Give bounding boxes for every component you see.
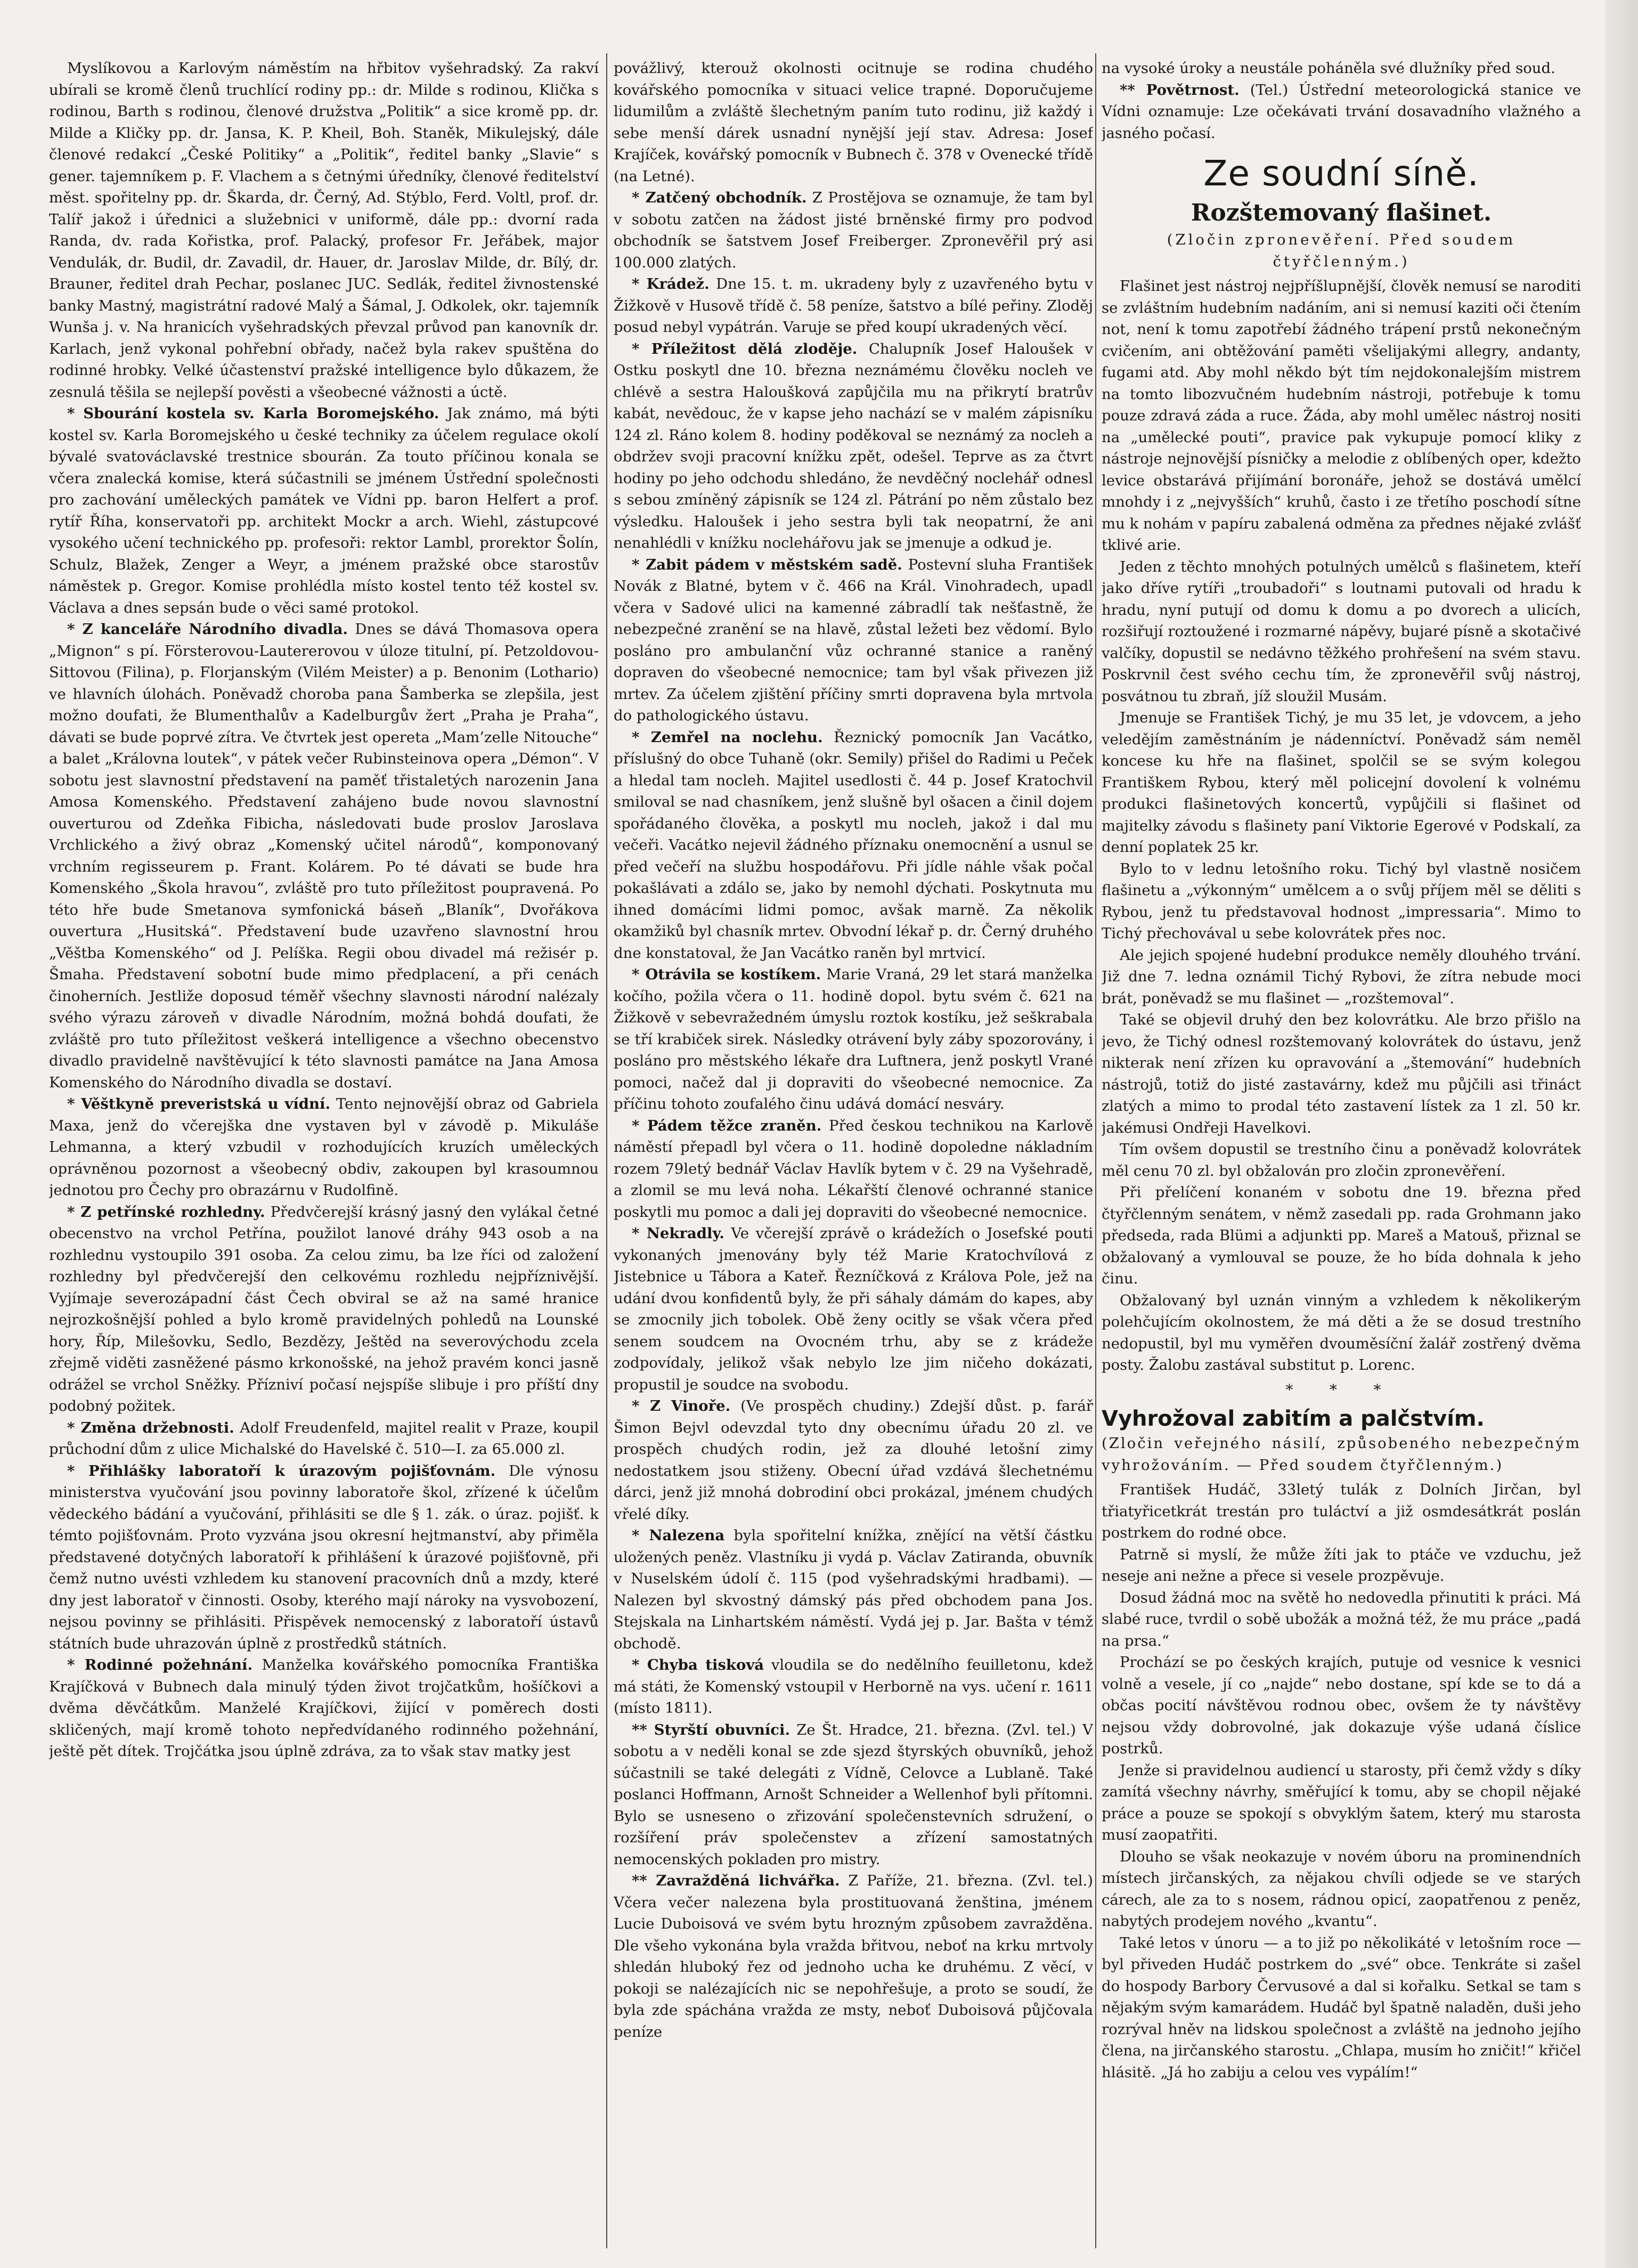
rubric-heading: ** Povětrnost. [1120,81,1240,99]
rubric-heading: * Nekradly. [632,1225,724,1242]
rubric-heading: * Zatčený obchodník. [632,189,807,206]
article-title: Rozštemovaný flašinet. [1191,199,1492,226]
article-text: Flašinet jest nástroj nejpříšlupnější, člověk nemusí se naroditi se zvláštním hudebním nadáním, ani si nemusí kaziti oči čtením not, není k tomu zapotřebí žádného trápení prstů nekonečným cvičením, ani obtěžování paměti všelijakými allegry, andanty, fugami atd. Aby mohl někdo být tím nejdokonalejším mistrem na tomto libozvučném hudebním nástroji, potřebuje k tomu pouze zdravá záda a ruce. Žáda, aby mohl umělec nástroj nositi na „umělecké pouti“, pravice pak vykupuje pomocí kliky z nástroje nejnovější písničky a melodie z oblíbených oper, kdežto levice obstarává přijímání boronáře, jehož se dostává umělcí mnohdy i z „nejvyšších“ kruhů, často i ze třetího poschodí sítne mu k nohám v papíru zabalená odměna za přednes nějaké zvlášť tklivé arie. [1102,278,1581,554]
article-kradez [614,273,1093,338]
rubric-heading: * Změna držebnosti. [67,1419,234,1436]
article-otravila [614,964,1093,1115]
article-nalezena [614,1525,1093,1654]
article-text: Bylo to v lednu letošního roku. Tichý byl vlastně nosičem flašinetu a „výkonným“ umělcem a o svůj příjem měl se děliti s Rybou, jenž tu představoval hodnost „impressaria“. Mimo to Tichý přechovával u sebe kolovrátek přes noc. [1102,860,1581,942]
column-right [1102,58,1581,2247]
article-text: Marie Vraná, 29 let stará manželka kočího, požila včera o 11. hodině dopol. bytu svém č. 621 na Žižkově v sebevražedném úmyslu roztok kostíku, jež seškrabala se tří krabiček sirek. Následky otrávení byly záby spozorovány, i posláno pro městského lékaře dra Luftnera, jenž poskytl Vrané pomoci, načež dal ji dopraviti do všeobecné nemocnice. Za příčinu tohoto zoufalého činu udává domácí nesváry. [614,966,1093,1112]
article-continuation: na vysoké úroky a neustále poháněla své dlužníky před soud. [1102,60,1555,77]
article-text: Dosud žádná moc na světě ho nedovedla přinutiti k práci. Má slabé ruce, tvrdil o sobě ubožák a možná též, že mu práce „padá na prsa.“ [1102,1589,1581,1649]
article-text: Dne 15. t. m. ukradeny byly z uzavřeného bytu v Žižkově v Husově třídě č. 58 peníze, šatstvo a bílé peřiny. Zloděj posud nebyl vypátrán. Varuje se před koupí ukradených věcí. [614,275,1093,336]
article-text: Tím ovšem dopustil se trestního činu a poněvadž kolovrátek měl cenu 70 zl. byl obžalován pro zločin zpronevěření. [1102,1141,1581,1180]
article-text: Dle výnosu ministerstva vyučování jsou povinny laboratoře škol, zřízené k účelům vědeckého bádání a vyučování, přihlásiti se dle § 1. zák. o úraz. pojišť. k témto pojišťovnám. Proto vyzvána jsou okresní hejtmanství, aby přiměla představené dotyčných laboratoří k přihlášení k úrazové pojišťovně, při čemž nutno uvésti vzhledem ku stanovení pracovních dnů a mzdy, které dny jest laboratoř v činnosti. Osoby, kterého mají nároky na vysvobození, nejsou povinny se přihlásiti. Přispěvek nemocenský z laboratoří ústavů státních bude uhrazován úplně z prostředků státních. [49,1462,599,1652]
rubric-heading: ** Styrští obuvníci. [632,1721,791,1738]
rubric-heading: * Z petřínské rozhledny. [67,1203,265,1221]
article-subtitle: (Zločin zpronevěření. Před soudem čtyřčlenným.) [1167,231,1516,270]
rubric-heading: * Pádem těžce zraněn. [632,1117,822,1134]
article-text: Také letos v únoru — a to již po několikáté v letošním roce — byl přiveden Hudáč postrkem do „své“ obce. Tenkráte si zašel do hospody Barbory Červusové a dal si kořalku. Setkal se tam s nějakým svým kamarádem. Hudáč byl špatně naladěn, duši jeho rozrýval hněv na lidskou společnost a zvláště na jednoho jejího člena, na jirčanského starostu. „Chlapa, musím ho zničit!“ křičel hlásitě. „Já ho zabiju a celou ves vypálím!“ [1102,1934,1581,2081]
column-rule [1095,53,1096,2248]
rubric-heading: ** Zavražděná lichvářka. [632,1872,840,1889]
article-text: Prochází se po českých krajích, putuje od vesnice k vesnici volně a vesele, jí co „najde“ nebo dostane, spí kde se to dá a občas pocití návštěvou rodnou obec, ovšem že ty návštěvy nejsou vždy dobrovolné, jak dokazuje výše udaná číslice postrků. [1102,1654,1581,1757]
column-left [49,58,599,2247]
article-text: Chalupník Josef Haloušek v Ostku poskytl dne 10. března neznámému člověku nocleh ve chlévě a sestra Haloušková zapůjčila mu na přikrytí bratrův kabát, nevědouc, že v kapse jeho nachází se v malém zápisníku 124 zl. Ráno kolem 8. hodiny poděkoval se neznámý za nocleh a obdržev svoji pracovní knížku zpět, odešel. Teprve as za čtvrt hodiny po jeho odchodu shledáno, že nevděčný noclehář odnesl s sebou zmíněný zápisník se 124 zl. Pátrání po něm zůstalo bez výsledku. Haloušek i jeho sestra byli tak neopatrní, že ani nenahlédli v knížku noclehářovu jak se jmenuje a odkud je. [614,340,1093,551]
article-text: (Tel.) Ústřední meteorologická stanice ve Vídni oznamuje: Lze očekávati trvání dosavadního vlažného a jasného počasí. [1102,81,1581,142]
article-text: Jak známo, má býti kostel sv. Karla Boromejského u české techniky za účelem regulace okolí bývalé svatováclavské trestnice sbourán. Za touto příčinou konala se včera znalecká komise, která súčastnili se jménem Ústřední společnosti pro zachování uměleckých památek ve Vídni pp. baron Helfert a prof. rytíř Říha, konservatoři pp. architekt Mockr a arch. Wiehl, zástupcové vysokého učení technického pp. profesoři: rektor Lambl, prorektor Šolín, Schulz, Blažek, Zenger a Weyr, a jménem pražské obce starostův náměstek p. Gregor. Komise prohlédla místo kostel tento též kostel sv. Václava a dnes sepsán bude o věci samé protokol. [49,405,599,616]
article-text: Postevní sluha František Novák z Blatné, bytem v č. 466 na Král. Vinohradech, upadl včera v Sadové ulici na kamenné zábradlí tak nešťastně, že nebezpečné zranění se na hlavě, zůstal ležeti bez vědomí. Bylo posláno pro ambulanční vůz ochranné stanice a raněný dopraven do všeobecné nemocnice; tam byl však přivezen již mrtev. Za účelem zjištění příčiny smrti dopravena byla mrtvola do pathologického ústavu. [614,556,1093,724]
article-text: Adolf Freudenfeld, majitel realit v Praze, koupil průchodní dům z ulice Michalské do Havelské č. 510—I. za 65.000 zl. [49,1419,599,1458]
rubric-heading: * Sbourání kostela sv. Karla Boromejského. [67,405,439,422]
section-title: Ze soudní síně. [1203,153,1479,194]
article-padem-zranen [614,1115,1093,1223]
article-text: Patrně si myslí, že může žíti jak to ptáče ve vzduchu, jež neseje ani nežne a přece si vesele prozpěvuje. [1102,1546,1581,1584]
article-zabit-padem [614,554,1093,727]
article-title: Vyhrožoval zabitím a palčstvím. [1102,1407,1485,1431]
article-drzebnost [49,1417,599,1460]
article-vestkyne [49,1093,599,1201]
article-povetrnost [1102,79,1581,144]
rubric-heading: * Chyba tisková [632,1656,764,1673]
article-text: Předvčerejší krásný jasný den vylákal četné obecenstvo na vrchol Petřína, použilot lanové dráhy 943 osob a na rozhlednu vystoupilo 391 osoba. Za celou zimu, ba lze říci od založení rozhledny byl předvčerejší den celkovému rozhledu nejpříznivější. Vyjímaje severozápadní část Čech obviral se až na samé hranice nejrozkošnější pohled a bylo kromě pravidelných pohledů na Lounské hory, Říp, Milešovku, Sedlo, Bezdězy, Ještěd na severovýchodu zcela zřejmě viděti zasněžené pásmo krkonošské, na jehož pravém konci jasně odrážel se vrchol Sněžky. Přízniví počasí nejspíše slibuje i pro příští dny podobný požitek. [49,1203,599,1415]
article-continuation: povážlivý, kterouž okolnosti ocitnuje se rodina chudého kovářského pomocníka v situaci velice trapné. Doporučujeme lidumilům a zvláště šlechetným paním tuto rodinu, již každý i sebe menší dárek usnadní nynější její stav. Adresa: Josef Krajíček, kovářský pomocník v Bubnech č. 378 v Ovenecké třídě (na Letné). [614,60,1093,185]
article-text: Ve včerejší zprávě o krádežích o Josefské pouti vykonaných jmenovány byly též Marie Kratochvílová z Jistebnice u Tábora a Kateř. Řezníčková z Králova Pole, jež na udání dvou konfidentů byly, že při sáhaly dámám do kapes, aby se zmocnily jich tobolek. Obě ženy ocitly se však včera před senem soudcem na Ovocném trhu, aby se z krádeže zodpovídaly, jelikož však nebylo lze jim ničeho dokázati, propustil je soudce na svobodu. [614,1225,1093,1393]
rubric-heading: * Věštkyně preveristská u vídní. [67,1095,331,1112]
column-middle [614,58,1093,2247]
article-text: vloudila se do nedělního feuilletonu, kdež má státi, že Komenský vstoupil v Herborně na vys. učení r. 1611 (místo 1811). [614,1656,1093,1717]
article-text: Dlouho se však neokazuje v novém úboru na prominendních místech jirčanských, za nějakou chvíli odjede se ve starých cárech, ale za to s nosem, rádnou opicí, zaopatřenou z peněz, nabytých prodejem nového „kvantu“. [1102,1848,1581,1930]
article-text: Jeden z těchto mnohých potulných umělců s flašinetem, kteří jako dříve rytíři „troubadoři“ s loutnami putovali od hradu k hradu, nyní putují od domu k domu a po dvorech a ulicích, rozšiřují roztoužené i rozmarné nápěvy, bujaré písně a skotačivé valčíky, dopustil se nedávno těžkého prohřešení na svém stavu. Poskrvnil čest svého cechu tím, že zpronevěřil svůj nástroj, posvátnou tu zbraň, jíž sloužil Musám. [1102,558,1581,705]
article-continuation: Myslíkovou a Karlovým náměstím na hřbitov vyšehradský. Za rakví ubírali se kromě členů truchlící rodiny pp.: dr. Milde s rodinou, Klička s rodinou, Barth s rodinou, členové družstva „Politik“ a sice kromě pp. dr. Milde a Kličky pp. dr. Jansa, K. P. Kheil, Boh. Staněk, Mikulejský, dále členové redakcí „České Politiky“ a „Politik“, ředitel banky „Slavie“ s gener. tajemníkem p. F. Vlachem a s četnými úředníky, členové ředitelství měst. spořitelny pp. dr. Škarda, dr. Černý, Ad. Stýblo, Ferd. Voltl, prof. dr. Talíř jakož i úřednici a služebnici v uniformě, dále pp.: dvorní rada Randa, dv. rada Kořistka, prof. Palacký, profesor Fr. Jeřábek, major Vendulák, dr. Budil, dr. Zavadil, dr. Hauer, dr. Jaroslav Milde, dr. Bílý, dr. Brauner, ředitel drah Pechar, poslanec JUC. Sedlák, ředitel živnostenské banky Mastný, magistrátní radové Malý a Šámal, J. Odkolek, okr. tajemník Wunša j. v. Na hranicích vyšehradských převzal průvod pan kanovník dr. Karlach, jenž vykonal pohřební obřady, načež byla rakev spuštěna do rodinné hrobky. Velké účastenství pražské intelligence bylo důkazem, že zesnulá těšila se nejlepší pověsti a všeobecné vážnosti a úctě. [49,60,599,401]
article-chyba-tiskova [614,1654,1093,1719]
article-sbourani-kostela [49,403,599,619]
article-vinore [614,1395,1093,1525]
article-rodinne-pozehnani [49,1654,599,1762]
article-text: Obžalovaný byl uznán vinným a vzhledem k několikerým polehčujícím okolnostem, že má děti a že se dosud trestního nedopustil, byl mu vyměřen dvouměsíční žalář zostřený dvěma posty. Žalobu zastával substitut p. Lorenc. [1102,1291,1581,1373]
article-subtitle: (Zločin veřejného násilí, způsobeného nebezpečným vyhrožováním. — Před soudem čtyřčlenným.) [1102,1435,1581,1474]
rubric-heading: * Krádež. [632,275,710,292]
article-text: Manželka kovářského pomocníka Františka Krajíčková v Bubnech dala minulý týden život trojčatkům, hošíčkovi a dvěma děvčátkům. Manželé Krajíčkovi, žijící v poměrech dosti skličených, mají kromě tohoto nepředvídaného rodinného požehnání, ještě pět dítek. Trojčátka jsou úplně zdráva, za to však stav matky jest [49,1656,599,1760]
article-nekradly [614,1223,1093,1395]
article-text: byla spořitelní knížka, znějící na větší částku uložených peněz. Vlastníku ji vydá p. Václav Zatiranda, obuvník v Nuselském údolí č. 115 (pod vyšehradskými hradbami). — Nalezen byl skvostný dámský pás před obchodem pana Jos. Stejskala na Linhartském náměstí. Vydá jej p. Jar. Bašta v témž obchodě. [614,1527,1093,1652]
article-text: Dnes se dává Thomasova opera „Mignon“ s pí. Försterovou-Lautererovou v úloze titulní, pí. Petzoldovou-Sittovou (Filina), p. Florjanským (Vilém Meister) a p. Benonim (Lothario) ve hlavních úlohách. Poněvadž choroba pana Šamberka se zlepšila, jest možno doufati, že Blumenthalův a Kadelburgův žert „Praha je Praha“, dávati se bude poprvé zítra. Ve čtvrtek jest opereta „Mam’zelle Nitouche“ a balet „Královna loutek“, v pátek večer Rubinsteinova opera „Démon“. V sobotu jest slavnostní představení na paměť třistaletých narozenin Jana Amosa Komenského. Představení zahájeno bude novou slavnostní ouverturou od Zdeňka Fibicha, následovati bude proslov Jaroslava Vrchlického a živý obraz „Komenský učitel národů“, komponovaný vrchním regisseurem p. Frant. Kolárem. Po té dávati se bude hra Komenského „Škola hravou“, zvláště pro tuto příležitost poupravená. Po této hře bude Smetanova symfonická báseň „Blaník“, Dvořákova ouvertura „Husitská“. Představení bude uzavřeno slavnostní hrou „Věštba Komenského“ od J. Pelíška. Regii obou divadel má režisér p. Šmaha. Představení sobotní bude mimo předplacení, a při cenách činoherních. Jestliže doposud téměř všechny slavnosti národní nalézaly svého výrazu zároveň v divadle Národním, možná bohdá doufati, že zvláště pro tuto příležitost veškerá intelligence a všechno obecenstvo divadlo pravidelně navštěvující k této slavnosti památce na Jana Amosa Komenského do Národního divadla se dostaví. [49,621,599,1091]
article-text: (Ve prospěch chudiny.) Zdejší důst. p. farář Šimon Bejvl odevzdal tyto dny obecnímu úřadu 20 zl. ve prospěch chudých rodin, jež za dlouhé letošní zimy nedostatkem jsou stiženy. Obecní úřad vzdává šlechetnému dárci, jenž již mnohá dobrodiní obci prokázal, jménem chudých vřelé díky. [614,1397,1093,1523]
article-text: Také se objevil druhý den bez kolovrátku. Ale brzo přišlo na jevo, že Tichý odnesl rozštemovaný kolovrátek do ústavu, jenž nikterak není zřízen ku opravování a „štemování“ hudebních nástrojů, totiž do jisté zastavárny, kdež mu půjčili asi třináct zlatých a mimo to prodal této zastavení lístek za 1 zl. 50 kr. jakémusi Ondřeji Havelkovi. [1102,1011,1581,1136]
article-text: Z Prostějova se oznamuje, že tam byl v sobotu zatčen na žádost jisté brněnské firmy pro podvod obchodník se šatstvem Josef Freiberger. Zpronevěřil prý asi 100.000 zlatých. [614,189,1093,271]
article-text: Jenže si pravidelnou audiencí u starosty, při čemž vždy s díky zamítá všechny návrhy, směřující k tomu, aby se chopil nějaké práce a pouze se spokojí s obvyklým šatem, který mu starosta musí zaopatřiti. [1102,1761,1581,1843]
article-text: Ze Št. Hradce, 21. března. (Zvl. tel.) V sobotu a v neděli konal se zde sjezd štyrských obuvníků, jehož súčastnili se také delegáti z Vídně, Celovce a Lublaně. Také poslanci Hoffmann, Arnošt Schneider a Wellenhof byli přítomni. Bylo se usneseno o zřizování společenstevních sdružení, o rozšíření práv společenstev a zřízení samostatných nemocenských pokladen pro mistry. [614,1721,1093,1868]
article-text: Řeznický pomocník Jan Vacátko, příslušný do obce Tuhaně (okr. Semily) přišel do Radimi u Peček a hledal tam nocleh. Majitel usedlosti č. 44 p. Josef Kratochvil smiloval se nad chasníkem, jenž slušně byl ošacen a činil dojem spořádaného člověka, a poskytl mu nocleh, jakož i dal mu večeři. Vacátko nejevil žádného příznaku onemocnění a usnul se před večeří na službu hospodářovu. Při jídle náhle však počal pokašlávati a zdálo se, jako by nemohl dýchati. Poskytnuta mu ihned domácími lidmi pomoc, avšak marně. Za několik okamžiků byl chasník mrtev. Obvodní lékař p. dr. Černý druhého dne konstatoval, že Jan Vacátko raněn byl mrtvicí. [614,728,1093,962]
rubric-heading: * Zemřel na noclehu. [632,728,823,746]
article-rozhledna [49,1201,599,1417]
rubric-heading: * Příležitost dělá zloděje. [632,340,858,357]
article-zatceny [614,187,1093,273]
rubric-heading: * Nalezena [632,1527,725,1544]
article-narodni-divadlo [49,619,599,1093]
rubric-heading: * Rodinné požehnání. [67,1656,253,1673]
article-zemrel [614,727,1093,964]
article-text: Tento nejnovější obraz od Gabriela Maxa, jenž do včerejška dne vystaven byl v závodě p. Mikuláše Lehmanna, a který vzbudil v rozhodujících kruzích uměleckých oprávněnou pozornost a všeobecný obdiv, zakoupen byl krasoumnou jednotou pro Čechy pro obrazárnu v Rudolfině. [49,1095,599,1199]
article-text: František Hudáč, 33letý tulák z Dolních Jirčan, byl třiatyřicetkrát trestán pro tuláctví a již osmdesátkrát poslán postrkem do rodné obce. [1102,1481,1581,1541]
article-text: Z Paříže, 21. března. (Zvl. tel.) Včera večer nalezena byla prostituovaná ženština, jménem Lucie Duboisová ve svém bytu hrozným způsobem zavražděna. Dle všeho vykonána byla vražda břitvou, neboť na krku mrtvoly shledán hluboký řez od jednoho ucha ke druhému. Z věcí, v pokoji se nalézajících nic se nepohřešuje, a proto se soudí, že byla zde spáchána vražda ze msty, neboť Duboisová půjčovala peníze [614,1872,1093,2041]
rubric-heading: * Otrávila se kostíkem. [632,966,821,983]
rubric-heading: * Z kanceláře Národního divadla. [67,621,348,638]
rubric-heading: * Z Vinoře. [632,1397,731,1415]
article-text: Jmenuje se František Tichý, je mu 35 let, je vdovcem, a jeho veledějím zaměstnáním je nádenníctví. Poněvadž sám neměl koncese ku hře na flašinet, spolčil se se svým kolegou Františkem Rybou, který měl policejní dovolení k volnému produkci flašinetových koncertů, vypůjčili si flašinet od majitelky závodu s flašinety paní Viktorie Egerové v Podskalí, za denní poplatek 25 kr. [1102,709,1581,856]
scan-margin [1605,0,1638,2268]
rubric-heading: * Zabit pádem v městském sadě. [632,556,902,573]
rubric-heading: * Přihlášky laboratoří k úrazovým pojišťovnám. [67,1462,496,1480]
article-lichvarka [614,1870,1093,2043]
column-rule [606,53,607,2248]
article-obuvnici [614,1719,1093,1871]
article-text: Při přelíčení konaném v sobotu dne 19. března před čtyřčlenným senátem, v němž zasedali pp. rada Grohmann jako předseda, rada Blümi a adjunkti pp. Mareš a Matouš, přiznal se obžalovaný a vymlouval se pouze, že ho bída dohnala k jeho činu. [1102,1184,1581,1287]
article-prilezitost [614,338,1093,554]
separator-stars: * * * [1285,1381,1397,1399]
article-prihlasky [49,1460,599,1655]
article-text: Ale jejich spojené hudební produkce neměly dlouhého trvání. Již dne 7. ledna oznámil Tichý Rybovi, že zítra nebude moci brát, poněvadž se mu flašinet — „rozštemoval“. [1102,946,1581,1007]
article-text: Před českou technikou na Karlově náměstí přepadl byl včera o 11. hodině dopoledne nákladním rozem 79letý bednář Václav Havlík bytem v č. 29 na Vyšehradě, a zlomil se mu levá noha. Lékařští členové ochranné stanice poskytli mu pomoc a dali jej dopraviti do všeobecné nemocnice. [614,1117,1093,1221]
